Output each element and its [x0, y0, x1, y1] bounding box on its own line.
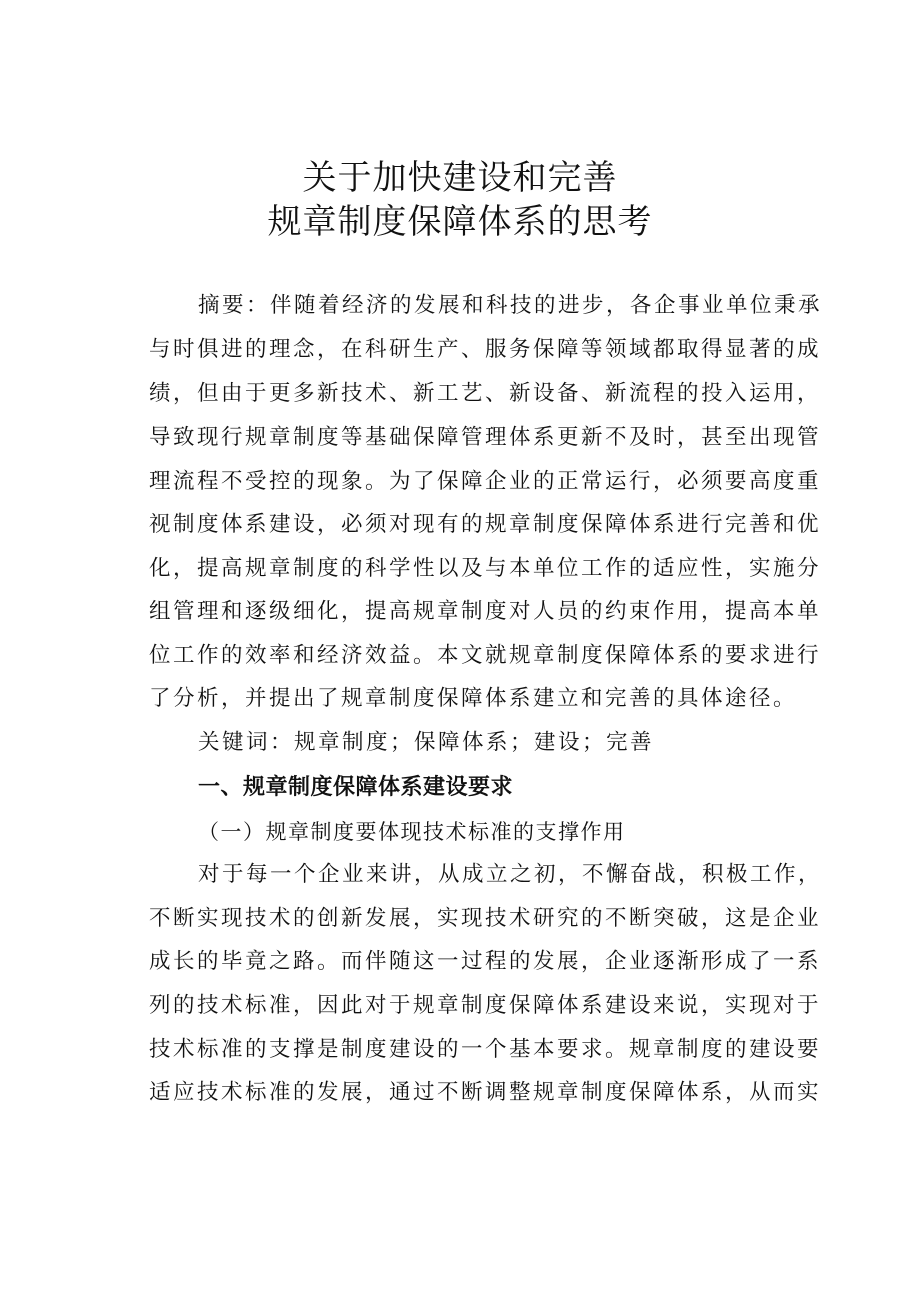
body-line: 成长的毕竟之路。而伴随这一过程的发展，企业逐渐形成了一系	[149, 949, 822, 974]
body-line: 列的技术标准，因此对于规章制度保障体系建设来说，实现对于	[149, 993, 822, 1018]
abstract-line: 绩，但由于更多新技术、新工艺、新设备、新流程的投入运用，	[149, 381, 822, 406]
body-line: 对于每一个企业来讲，从成立之初，不懈奋战，积极工作，	[198, 862, 823, 887]
abstract-line: 组管理和逐级细化，提高规章制度对人员的约束作用，提高本单	[149, 599, 822, 624]
document-title-line-1: 关于加快建设和完善	[302, 158, 618, 198]
abstract-line: 化，提高规章制度的科学性以及与本单位工作的适应性，实施分	[149, 556, 822, 581]
abstract-line: 理流程不受控的现象。为了保障企业的正常运行，必须要高度重	[149, 469, 822, 494]
abstract-line: 摘要：伴随着经济的发展和科技的进步，各企事业单位秉承	[198, 293, 823, 318]
body-line: 技术标准的支撑是制度建设的一个基本要求。规章制度的建设要	[149, 1037, 822, 1062]
subsection-heading: （一）规章制度要体现技术标准的支撑作用	[198, 820, 626, 844]
abstract-line: 导致现行规章制度等基础保障管理体系更新不及时，甚至出现管	[149, 425, 822, 450]
body-line: 适应技术标准的发展，通过不断调整规章制度保障体系，从而实	[149, 1080, 822, 1105]
document-title-line-2: 规章制度保障体系的思考	[267, 202, 653, 242]
abstract-line: 视制度体系建设，必须对现有的规章制度保障体系进行完善和优	[149, 512, 822, 537]
abstract-line: 了分析，并提出了规章制度保障体系建立和完善的具体途径。	[149, 686, 798, 711]
section-heading: 一、规章制度保障体系建设要求	[198, 775, 514, 800]
body-line: 不断实现技术的创新发展，实现技术研究的不断突破，这是企业	[149, 906, 822, 931]
abstract-line: 与时俱进的理念，在科研生产、服务保障等领域都取得显著的成	[149, 337, 822, 362]
abstract-line: 位工作的效率和经济效益。本文就规章制度保障体系的要求进行	[149, 643, 822, 668]
keywords-line: 关键词：规章制度；保障体系；建设；完善	[198, 730, 655, 755]
